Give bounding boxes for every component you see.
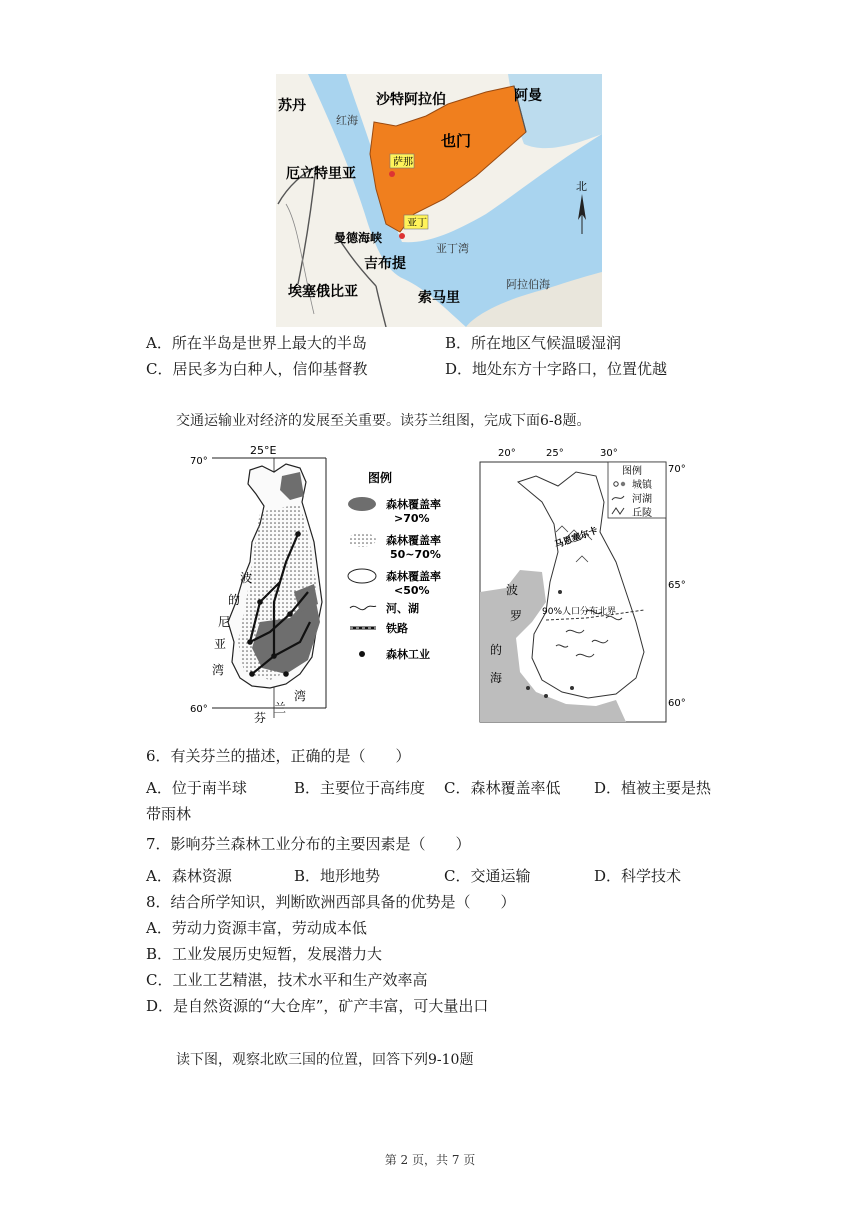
sea-char: 罗 (510, 609, 523, 623)
right-legend-item: 河湖 (632, 494, 652, 505)
sea-char: 海 (490, 671, 503, 685)
q5-option-a: A．所在半岛是世界上最大的半岛 (146, 334, 367, 352)
legend-item-sub: <50% (394, 584, 430, 597)
q8-option-b: B．工业发展历史短暂，发展潜力大 (146, 945, 383, 963)
arabian-sea-label: 阿拉伯海 (506, 278, 550, 291)
lat-label: 65° (668, 580, 686, 591)
legend-item-label: 森林工业 (386, 648, 430, 661)
q6-option-d-cont: 带雨林 (146, 805, 192, 823)
hills-label: 马恩塞尔卡 (553, 526, 600, 551)
q8-option-a: A．劳动力资源丰富，劳动成本低 (146, 919, 367, 937)
q5-option-d: D．地处东方十字路口，位置优越 (445, 360, 668, 378)
legend-item-sub: 50~70% (390, 548, 441, 561)
north-label: 北 (576, 180, 587, 193)
q8-option-c: C．工业工艺精湛，技术水平和生产效率高 (146, 971, 428, 989)
q8-stem: 8．结合所学知识，判断欧洲西部具备的优势是（ ） (146, 893, 516, 911)
q6-stem: 6．有关芬兰的描述，正确的是（ ） (146, 747, 411, 765)
page-footer: 第 2 页，共 7 页 (384, 1153, 476, 1167)
finland-forest-map (190, 442, 460, 724)
lat-label: 60° (668, 698, 686, 709)
gulf-finland-char: 芬 (254, 711, 267, 724)
bothnia-char: 尼 (218, 615, 231, 629)
sanaa-dot-icon (389, 171, 395, 177)
sudan-label: 苏丹 (278, 98, 306, 114)
legend-item-label: 森林覆盖率 (386, 498, 441, 511)
q6-option-b: B．主要位于高纬度 (294, 779, 426, 797)
gulf-aden-label: 亚丁湾 (436, 242, 469, 255)
q6-option-c: C．森林覆盖率低 (444, 779, 561, 797)
yemen-map (276, 74, 602, 327)
djibouti-label: 吉布提 (364, 256, 406, 272)
gulf-finland-char: 湾 (294, 689, 307, 703)
q7-option-b: B．地形地势 (294, 867, 381, 885)
lat-70-label: 70° (190, 456, 208, 467)
right-legend-title: 图例 (622, 466, 642, 477)
yemen-label: 也门 (441, 132, 472, 150)
legend-item-label: 河、湖 (386, 602, 419, 615)
right-legend-item: 丘陵 (632, 508, 652, 519)
mandeb-label: 曼德海峡 (334, 231, 383, 245)
legend-title: 图例 (368, 471, 393, 485)
somalia-label: 索马里 (418, 290, 460, 306)
pop-line-label: 90%人口分布北界 (542, 607, 617, 617)
right-legend-item: 城镇 (632, 480, 652, 491)
oman-label: 阿曼 (514, 88, 542, 104)
q7-option-a: A．森林资源 (146, 867, 232, 885)
q5-option-c: C．居民多为白种人，信仰基督教 (146, 360, 368, 378)
gulf-finland-char: 兰 (274, 701, 287, 715)
q8-option-d: D．是自然资源的“大仓库”，矿产丰富，可大量出口 (146, 997, 489, 1015)
saudi-label: 沙特阿拉伯 (376, 92, 446, 108)
ethiopia-label: 埃塞俄比亚 (288, 284, 358, 300)
sea-char: 波 (506, 583, 519, 597)
legend-item-sub: >70% (394, 512, 430, 525)
aden-label: 亚丁 (407, 218, 427, 229)
lat-60-label: 60° (190, 704, 208, 715)
q7-option-c: C．交通运输 (444, 867, 531, 885)
lon-label: 25° (546, 448, 564, 459)
lon-25e-label: 25°E (250, 444, 277, 457)
q6-option-d: D．植被主要是热 (594, 779, 712, 797)
aden-dot-icon (399, 233, 405, 239)
eritrea-label: 厄立特里亚 (286, 166, 356, 182)
intro-6-8: 交通运输业对经济的发展至关重要。读芬兰组图，完成下面6-8题。 (176, 413, 591, 429)
bothnia-char: 的 (228, 593, 241, 607)
lon-label: 30° (600, 448, 618, 459)
lon-label: 20° (498, 448, 516, 459)
legend-item-label: 森林覆盖率 (386, 534, 441, 547)
red-sea-label: 红海 (336, 114, 358, 127)
lat-label: 70° (668, 464, 686, 475)
q6-option-a: A．位于南半球 (146, 779, 247, 797)
q5-option-b: B．所在地区气候温暖湿润 (445, 334, 622, 352)
q7-option-d: D．科学技术 (594, 867, 682, 885)
intro-9-10: 读下图，观察北欧三国的位置，回答下列9-10题 (176, 1052, 474, 1068)
bothnia-char: 湾 (212, 663, 225, 677)
bothnia-char: 波 (240, 571, 253, 585)
q7-stem: 7．影响芬兰森林工业分布的主要因素是（ ） (146, 835, 471, 853)
bothnia-char: 亚 (214, 637, 227, 651)
legend-item-label: 铁路 (386, 622, 408, 635)
sea-char: 的 (490, 643, 503, 657)
legend-item-label: 森林覆盖率 (386, 570, 441, 583)
finland-relief-map (476, 442, 688, 724)
sanaa-label: 萨那 (393, 157, 413, 168)
